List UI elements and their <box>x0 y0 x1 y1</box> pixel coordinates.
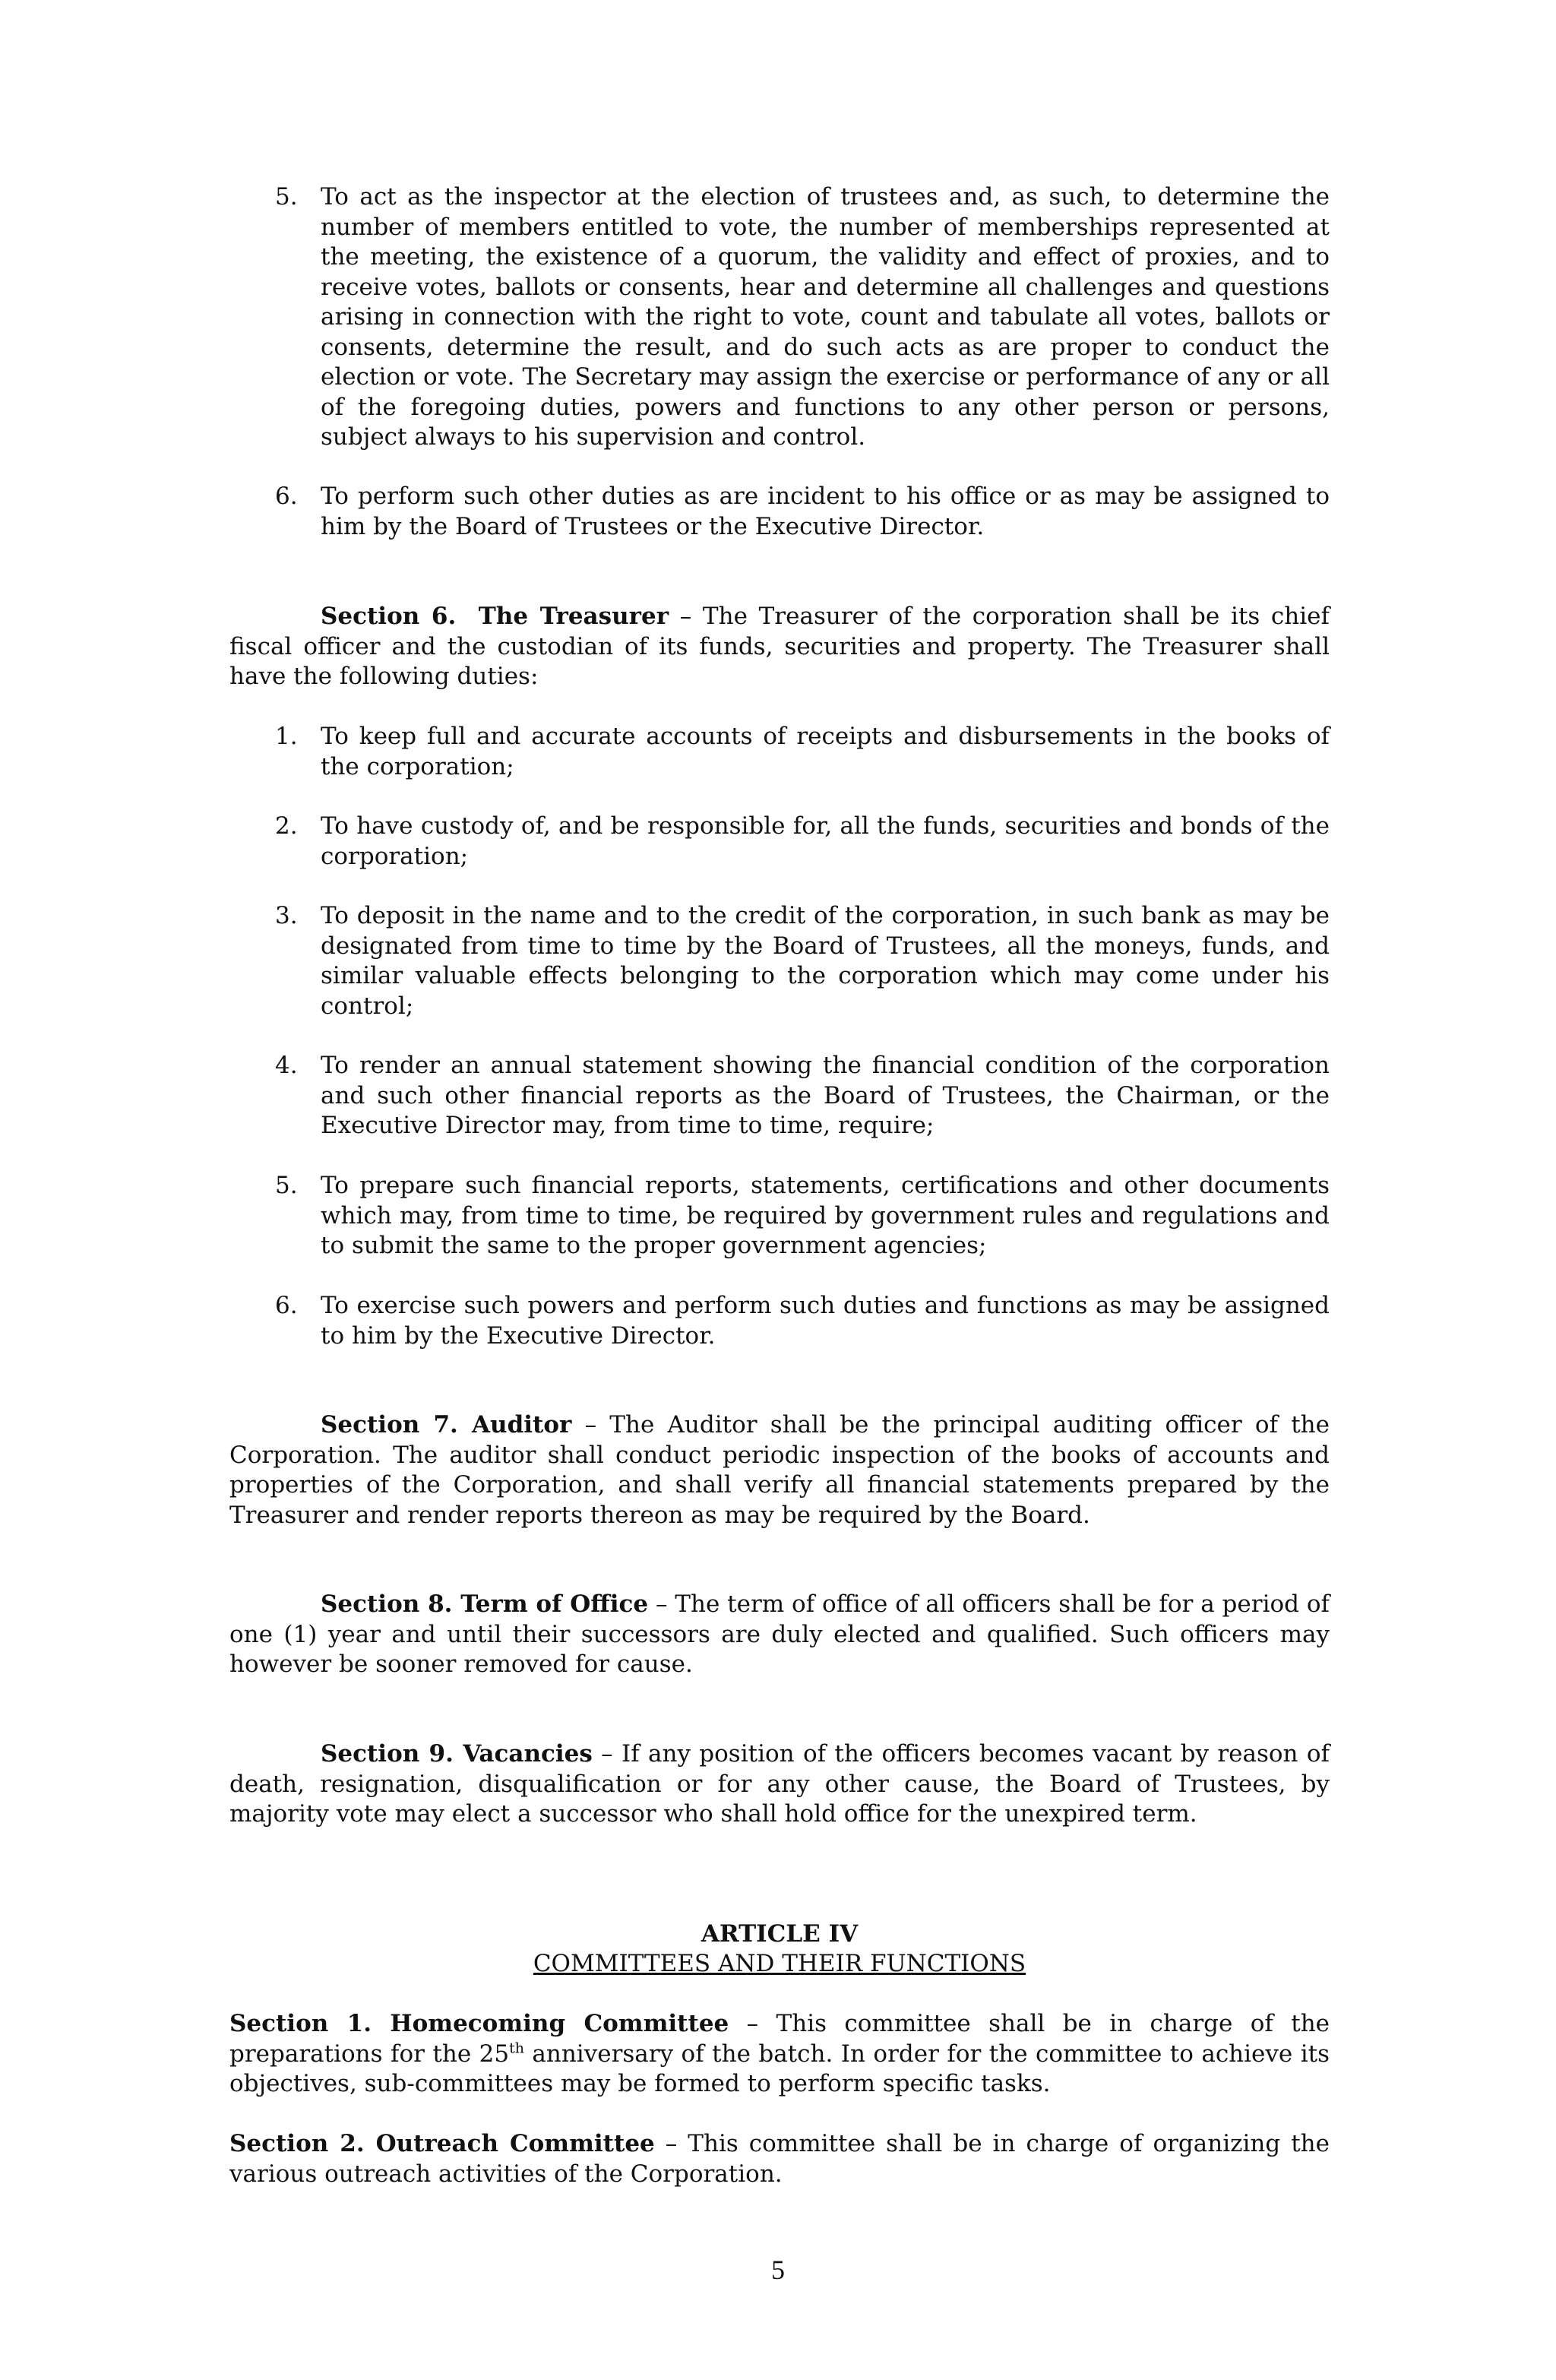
list-item <box>275 182 1330 453</box>
list-item-number: 4. <box>275 1052 298 1079</box>
section-paragraph <box>229 602 1330 692</box>
section-heading: Section 8. Term of Office <box>321 1590 649 1618</box>
section-text: – The Auditor shall be the principal auditing officer of the Corporation. The auditor shall conduct periodic inspection of the books of accounts and properties of the Corporation, and shall verify all financial statements prepared by the Treasurer and render reports thereon as may be required by the Board. <box>229 1411 1330 1529</box>
list-item <box>275 901 1330 1021</box>
page-number: 5 <box>771 2255 785 2285</box>
section-heading: Section 6. <box>321 603 457 630</box>
list-item <box>275 1291 1330 1351</box>
section-text: – If any position of the officers becomes vacant by reason of death, resignation, disqualification or for any other cause, the Board of Trustees, by majority vote may elect a successor who shall hold office for the unexpired term. <box>229 1740 1330 1828</box>
section-text: – The term of office of all officers shall be for a period of one (1) year and until their successors are duly elected and qualified. Such officers may however be sooner removed for cause. <box>229 1590 1330 1678</box>
section-paragraph <box>229 2129 1330 2189</box>
section-paragraph <box>229 1410 1330 1530</box>
list-item-text: To render an annual statement showing the financial condition of the corporation and such other financial reports as the Board of Trustees, the Chairman, or the Executive Director may, from time to time, require; <box>321 1052 1330 1139</box>
section-text: anniversary of the batch. In order for the committee to achieve its objectives, sub-committees may be formed to perform specific tasks. <box>229 2040 1330 2097</box>
section-title: The Treasurer <box>478 603 669 630</box>
list-item-number: 1. <box>275 723 298 750</box>
list-item-number: 5. <box>275 183 298 210</box>
list-item-text: To deposit in the name and to the credit of the corporation, in such bank as may be designated from time to time by the Board of Trustees, all the moneys, funds, and similar valuable effects belonging to the corporation which may come under his control; <box>321 902 1330 1020</box>
list-item-number: 3. <box>275 902 298 929</box>
section-heading: Section 7. Auditor <box>321 1411 572 1438</box>
section-heading: Section 1. Homecoming Committee <box>229 2010 729 2037</box>
section-heading: Section 2. Outreach Committee <box>229 2130 655 2157</box>
list-item-text: To perform such other duties as are incident to his office or as may be assigned to him by the Board of Trustees or the Executive Director. <box>321 483 1330 540</box>
section-paragraph <box>229 1590 1330 1680</box>
list-item <box>275 722 1330 782</box>
list-item-text: To exercise such powers and perform such duties and functions as may be assigned to him by the Executive Director. <box>321 1292 1330 1350</box>
list-item <box>275 482 1330 542</box>
section-paragraph <box>229 2009 1330 2100</box>
section-paragraph <box>229 1739 1330 1830</box>
article-title: ARTICLE IV <box>701 1920 859 1948</box>
section-text: – The Treasurer of the corporation shall be its chief fiscal officer and the custodian of its funds, securities and property. The Treasurer shall have the following duties: <box>229 603 1330 690</box>
section-text: – This committee shall be in charge of the preparations for the 25 <box>229 2010 1330 2068</box>
list-item-number: 6. <box>275 483 298 510</box>
list-item-text: To act as the inspector at the election of trustees and, as such, to determine the number of members entitled to vote, the number of memberships represented at the meeting, the existence of a quorum, the validity and effect of proxies, and to receive votes, ballots or consents, hear and determine all challenges and questions arising in connection with the right to vote, count and tabulate all votes, ballots or consents, determine the result, and do such acts as are proper to conduct the election or vote. The Secretary may assign the exercise or performance of any or all of the foregoing duties, powers and functions to any other person or persons, subject always to his supervision and control. <box>321 183 1330 451</box>
section-text: – This committee shall be in charge of organizing the various outreach activities of the Corporation. <box>229 2130 1330 2188</box>
list-item <box>275 1051 1330 1141</box>
article-subtitle: COMMITTEES AND THEIR FUNCTIONS <box>533 1950 1026 1977</box>
list-item-number: 5. <box>275 1172 298 1199</box>
list-item-number: 2. <box>275 812 298 840</box>
ordinal-suffix: th <box>509 2040 524 2057</box>
list-item-text: To keep full and accurate accounts of receipts and disbursements in the books of the corporation; <box>321 723 1330 780</box>
list-item-text: To prepare such financial reports, statements, certifications and other documents which may, from time to time, be required by government rules and regulations and to submit the same to the proper government agencies; <box>321 1172 1330 1259</box>
list-item <box>275 1171 1330 1261</box>
section-heading: Section 9. Vacancies <box>321 1740 593 1768</box>
list-item <box>275 812 1330 872</box>
list-item-text: To have custody of, and be responsible for, all the funds, securities and bonds of the corporation; <box>321 812 1330 870</box>
list-item-number: 6. <box>275 1292 298 1319</box>
